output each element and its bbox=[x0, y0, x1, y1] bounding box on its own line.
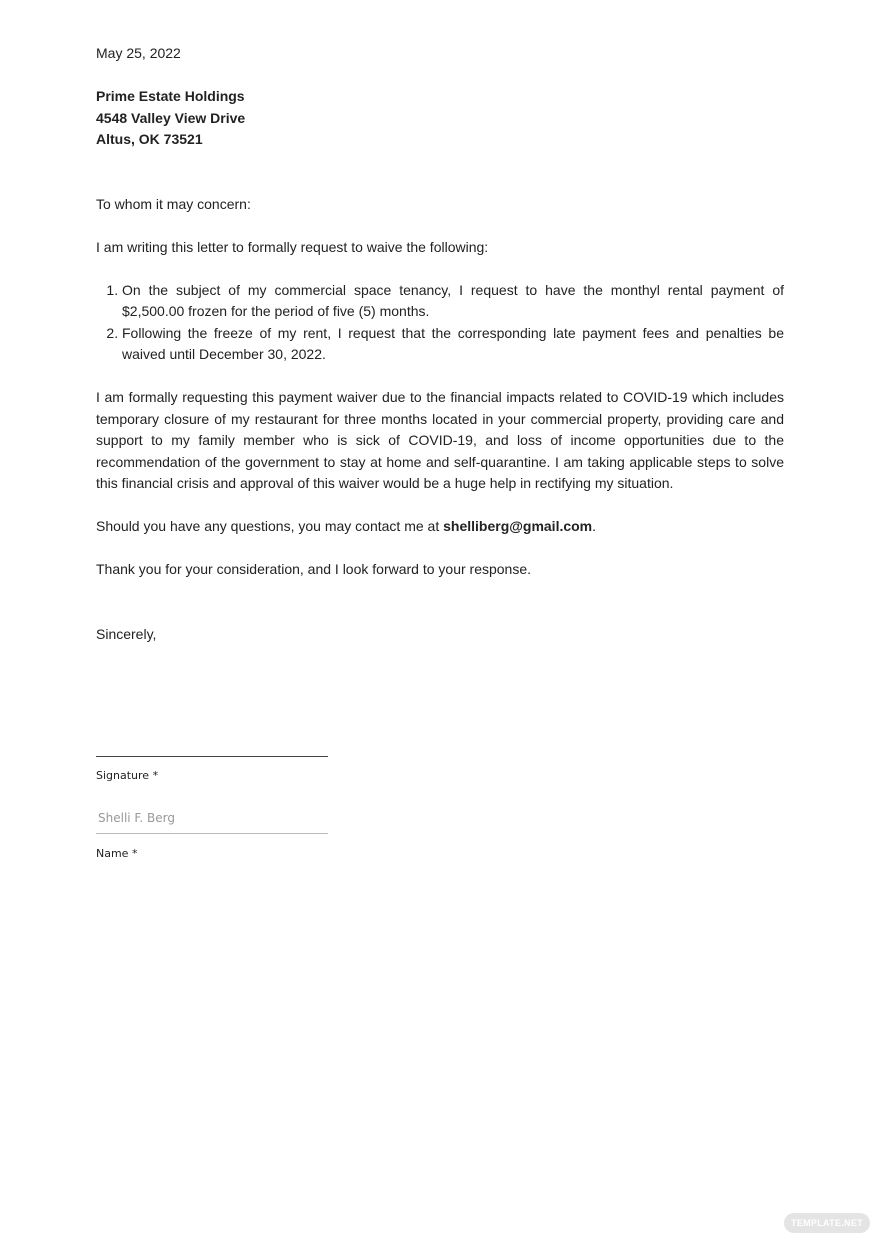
letter-date: May 25, 2022 bbox=[96, 45, 181, 61]
thanks-paragraph: Thank you for your consideration, and I look forward to your response. bbox=[96, 561, 532, 577]
request-list bbox=[96, 280, 784, 366]
name-field[interactable]: Shelli F. Berg bbox=[96, 808, 328, 834]
recipient-street: 4548 Valley View Drive bbox=[96, 109, 246, 126]
request-item: 2. Following the freeze of my rent, I request that the corresponding late payment fees and penalties be waived until December 30, 2022. bbox=[122, 323, 784, 366]
contact-prefix: Should you have any questions, you may contact me at bbox=[96, 518, 444, 534]
salutation: To whom it may concern: bbox=[96, 195, 251, 212]
contact-email: shelliberg@gmail.com bbox=[443, 518, 593, 534]
closing: Sincerely, bbox=[96, 625, 157, 642]
request-item: 1. On the subject of my commercial space tenancy, I request to have the monthyl rental payment of $2,500.00 frozen for the period of five (5) months. bbox=[122, 280, 784, 323]
letter-body bbox=[96, 43, 784, 645]
signature-label: Signature * bbox=[96, 769, 159, 782]
recipient-city: Altus, OK 73521 bbox=[96, 131, 203, 147]
contact-suffix: . bbox=[592, 518, 597, 534]
reason-paragraph: I am formally requesting this payment waiver due to the financial impacts related to COVID-19 which includes temporary closure of my restaurant for three months located in your commercial property, providing care and support to my family member who is sick of COVID-19, and loss of income opportunities due to the recommendation of the government to stay at home and self-quarantine. I am taking applicable steps to solve this financial crisis and approval of this waiver would be a huge help in rectifying my situation. bbox=[96, 389, 784, 491]
name-label: Name * bbox=[96, 847, 138, 860]
recipient-name: Prime Estate Holdings bbox=[96, 88, 245, 104]
watermark-logo: TEMPLATE.NET bbox=[784, 1213, 870, 1233]
intro-paragraph: I am writing this letter to formally request to waive the following: bbox=[96, 238, 489, 255]
signature-line[interactable] bbox=[96, 756, 328, 757]
contact-paragraph bbox=[96, 516, 784, 538]
